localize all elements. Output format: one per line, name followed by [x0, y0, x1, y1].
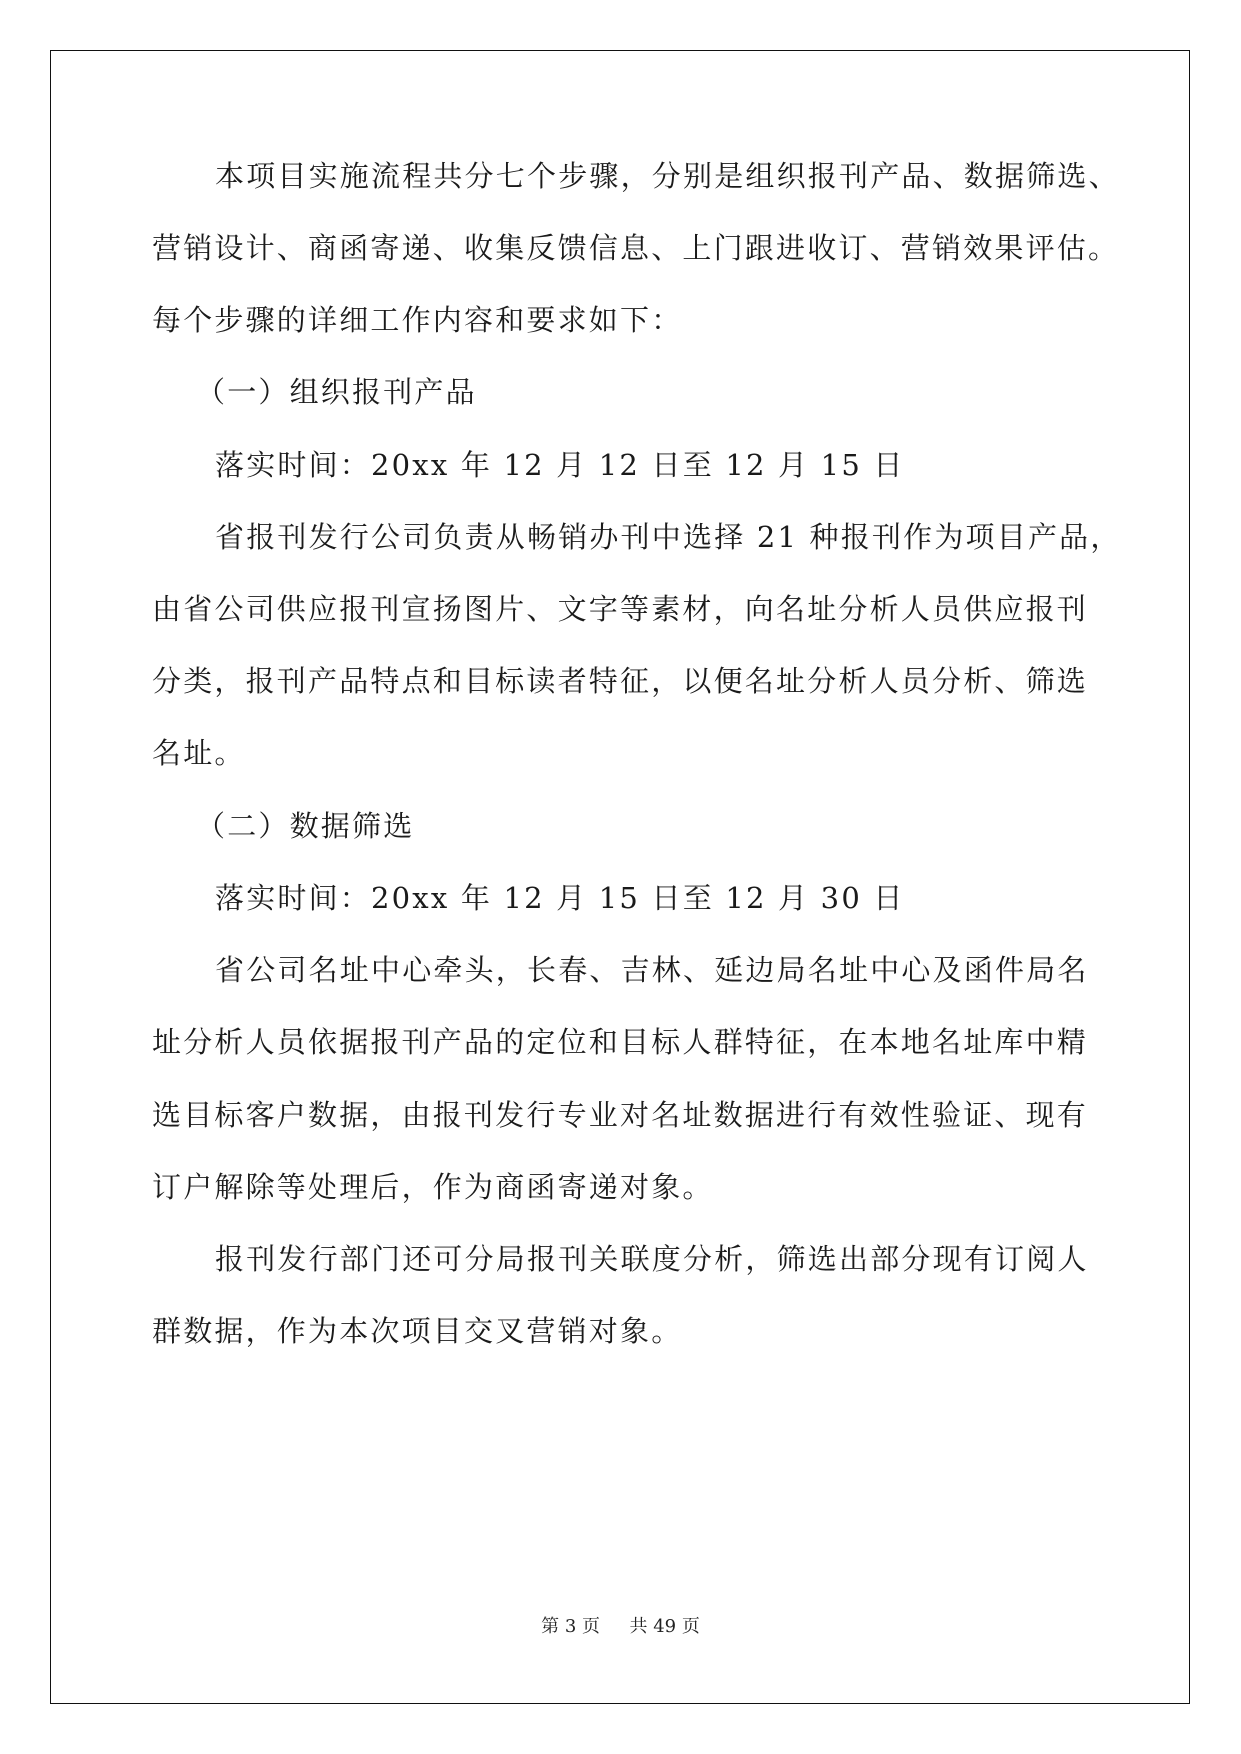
section-1-body-line-3: 分类，报刊产品特点和目标读者特征，以便名址分析人员分析、筛选 [152, 664, 1089, 698]
page-total: 共 49 页 [629, 1616, 700, 1637]
section-2-time: 落实时间：20xx 年 12 月 15 日至 12 月 30 日 [215, 881, 905, 915]
section-1-body-line-2: 由省公司供应报刊宣扬图片、文字等素材，向名址分析人员供应报刊 [152, 592, 1089, 626]
intro-line-2: 营销设计、商函寄递、收集反馈信息、上门跟进收订、营销效果评估。 [152, 231, 1120, 265]
section-2-body-line-2: 址分析人员依据报刊产品的定位和目标人群特征，在本地名址库中精 [152, 1025, 1089, 1059]
section-1-time: 落实时间：20xx 年 12 月 12 日至 12 月 15 日 [215, 448, 905, 482]
section-2-body2-line-1: 报刊发行部门还可分局报刊关联度分析，筛选出部分现有订阅人 [215, 1242, 1089, 1276]
section-1-body-line-4: 名址。 [152, 736, 246, 770]
section-2-body2-line-2: 群数据，作为本次项目交叉营销对象。 [152, 1314, 683, 1348]
page-number: 第 3 页 [541, 1616, 601, 1637]
intro-line-1: 本项目实施流程共分七个步骤，分别是组织报刊产品、数据筛选、 [215, 159, 1120, 193]
section-2-body-line-4: 订户解除等处理后，作为商函寄递对象。 [152, 1170, 714, 1204]
section-1-body-line-1: 省报刊发行公司负责从畅销办刊中选择 21 种报刊作为项目产品， [215, 520, 1122, 554]
intro-line-3: 每个步骤的详细工作内容和要求如下： [152, 303, 683, 337]
page-footer [0, 1612, 1241, 1638]
section-2-body-line-1: 省公司名址中心牵头，长春、吉林、延边局名址中心及函件局名 [215, 953, 1089, 987]
section-2-body-line-3: 选目标客户数据，由报刊发行专业对名址数据进行有效性验证、现有 [152, 1098, 1089, 1132]
section-1-heading: （一）组织报刊产品 [196, 375, 477, 409]
section-2-heading: （二）数据筛选 [196, 809, 415, 843]
